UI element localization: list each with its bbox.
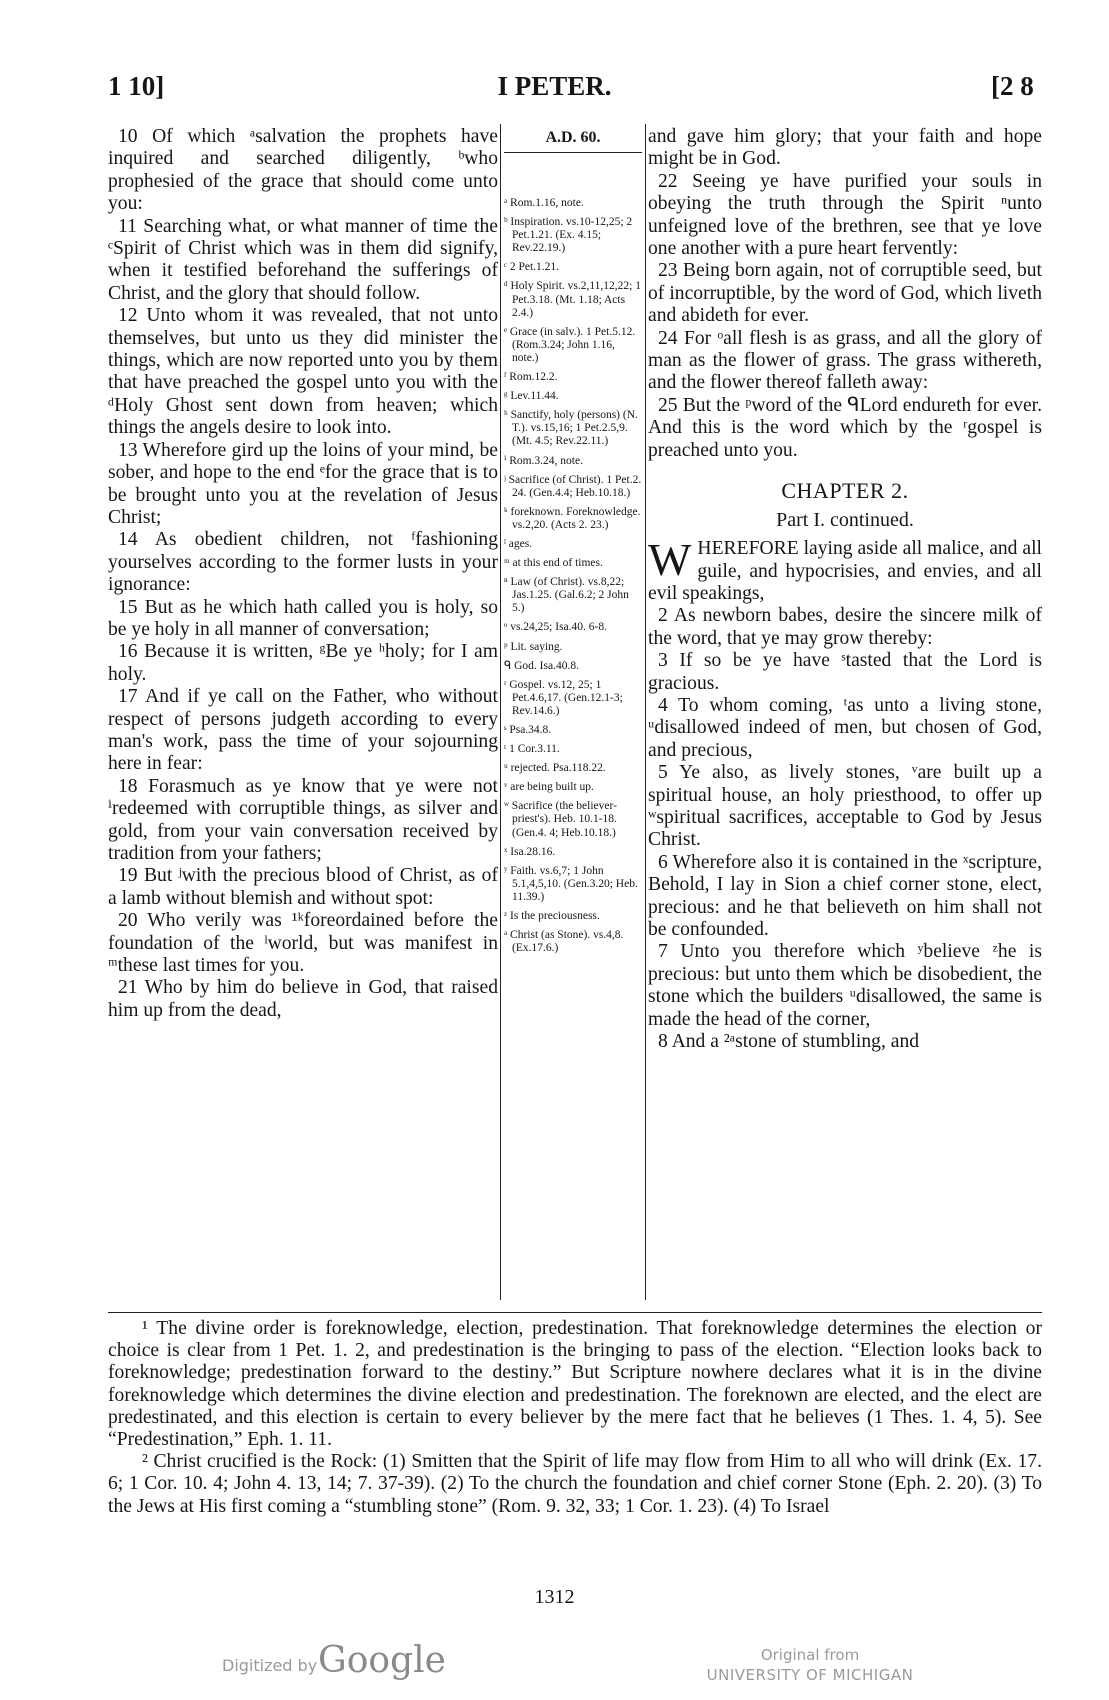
university-name: UNIVERSITY OF MICHIGAN (706, 1666, 914, 1684)
reference-s: ˢ Psa.34.8. (504, 724, 552, 736)
reference-d: ᵈ Holy Spirit. vs.2,11,12,22; 1 Pet.3.18. (Mt. 1.18; Acts 2.4.) (504, 280, 642, 319)
reference-a: ᵃ Rom.1.16, note. (504, 197, 584, 209)
verse-1-10: 10 Of which ᵃsalvation the prophets have inquired and searched diligently, ᵇwho prophesied of the grace that should come unto you: (108, 126, 498, 215)
header-chapter-verse-left: 1 10] (108, 71, 165, 101)
part-heading: Part I. continued. (776, 509, 914, 532)
verse-1-15: 15 But as he which hath called you is holy, so be ye holy in all manner of conversation; (108, 596, 498, 640)
verse-1-21: 21 Who by him do believe in God, that raised him up from the dead, (108, 977, 498, 1021)
original-from-text: Original from (760, 1646, 860, 1664)
cross-reference-column (504, 128, 642, 961)
drop-cap-letter: W (648, 534, 692, 586)
google-logo: Google (318, 1640, 446, 1681)
footnote-2: ² Christ crucified is the Rock: (1) Smitten that the Spirit of life may flow from Him to all who will drink (Ex. 17. 6; 1 Cor. 10. 4; John 4. 13, 14; 7. 37-39). (2) To the church the foundation and chief corner Stone (Eph. 2. 20). (3) To the Jews at His first coming a “stumbling stone” (Rom. 9. 32, 33; 1 Cor. 1. 23). (4) To Israel (108, 1451, 1042, 1517)
reference-v: ᵛ are being built up. (504, 781, 594, 794)
reference-k: ᵏ foreknown. Foreknowledge. vs.2,20. (Acts 2. 23.) (504, 505, 641, 531)
reference-t: ᵗ 1 Cor.3.11. (504, 743, 560, 756)
verse-1-17: 17 And if ye call on the Father, who without respect of persons judgeth according to every man's work, pass the time of your sojourning here in fear: (108, 686, 498, 775)
column-divider-left (500, 124, 501, 1300)
reference-u: ᵘ rejected. Psa.118.22. (504, 762, 606, 775)
column-divider-right (645, 124, 646, 1300)
reference-o: ᵒ vs.24,25; Isa.40. 6-8. (504, 621, 607, 634)
reference-f: ᶠ Rom.12.2. (504, 371, 558, 384)
verse-1-22: 22 Seeing ye have purified your souls in obeying the truth through the Spirit ⁿunto unfeigned love of the brethren, see that ye love one another with a pure heart fervently: (648, 170, 1042, 260)
reference-g: ᵍ Lev.11.44. (504, 390, 559, 403)
reference-y: ʸ Faith. vs.6,7; 1 John 5.1,4,5,10. (Gen.3.20; Heb. 11.39.) (504, 864, 638, 903)
reference-a2: ᵃ Christ (as Stone). vs.4,8. (Ex.17.6.) (504, 929, 624, 955)
reference-e: ᵉ Grace (in salv.). 1 Pet.5.12. (Rom.3.24; John 1.16, note.) (504, 325, 636, 364)
reference-b: ᵇ Inspiration. vs.10-12,25; 2 Pet.1.21. (Ex. 4.15; Rev.22.19.) (504, 216, 633, 255)
reference-n: ⁿ Law (of Christ). vs.8,22; Jas.1.25. (Gal.6.2; 2 John 5.) (504, 576, 629, 615)
reference-p: ᵖ Lit. saying. (504, 640, 563, 653)
verse-2-7: 7 Unto you therefore which ʸbelieve ᶻhe is precious: but unto them which be disobedient, the stone which the builders ᵘdisallowed, the same is made the head of the corner, (648, 941, 1042, 1030)
verse-1-12: 12 Unto whom it was revealed, that not unto themselves, but unto us they did minister the things, which are now reported unto you by them that have preached the gospel unto you with the ᵈHoly Ghost sent down from heaven; which things the angels desire to look into. (108, 305, 498, 439)
chapter-heading: CHAPTER 2. (781, 478, 909, 504)
right-text-column (648, 126, 1042, 1053)
reference-r: ʳ Gospel. vs.12, 25; 1 Pet.4.6,17. (Gen.12.1-3; Rev.14.6.) (504, 678, 623, 717)
verse-2-5: 5 Ye also, as lively stones, ᵛare built up a spiritual house, an holy priesthood, to offer up ʷspiritual sacrifices, acceptable to God by Jesus Christ. (648, 762, 1042, 851)
page-number: 1312 (534, 1586, 575, 1608)
verse-1-24: 24 For ᵒall flesh is as grass, and all the glory of man as the flower of grass. The grass withereth, and the flower thereof falleth away: (648, 327, 1042, 394)
reference-w: ʷ Sacrifice (the believer-priest's). Heb. 10.1-18. (Gen.4. 4; Heb.10.18.) (504, 800, 617, 839)
reference-l: ˡ ages. (504, 537, 533, 550)
footnote-1: ¹ The divine order is foreknowledge, election, predestination. That foreknowledge determines the election or choice is clear from 1 Pet. 1. 2, and predestination is the bringing to pass of the election. “Election looks back to foreknowledge; predestination forward to the destiny.” But Scripture nowhere declares what it is in the divine foreknowledge which determines the divine election and predestination. The foreknown are elected, and the elect are predestinated, and this election is certain to every believer by the mere fact that he believes (1 Thes. 1. 4, 5). See “Predestination,” Eph. 1. 11. (108, 1318, 1042, 1451)
reference-j: ʲ Sacrifice (of Christ). 1 Pet.2. 24. (Gen.4.4; Heb.10.18.) (504, 473, 642, 499)
footnote-divider (108, 1312, 1042, 1313)
verse-1-14: 14 As obedient children, not ᶠfashioning yourselves according to the former lusts in your ignorance: (108, 529, 498, 596)
reference-q: ᑫ God. Isa.40.8. (504, 659, 579, 672)
reference-x: ˣ Isa.28.16. (504, 845, 556, 858)
verse-2-6: 6 Wherefore also it is contained in the ˣscripture, Behold, I lay in Sion a chief corner stone, elect, precious: and he that believeth on him shall not be confounded. (648, 851, 1042, 940)
verse-1-11: 11 Searching what, or what manner of time the ᶜSpirit of Christ which was in them did signify, when it testified beforehand the sufferings of Christ, and the glory that should follow. (108, 215, 498, 304)
reference-c: ᶜ 2 Pet.1.21. (504, 261, 560, 274)
verse-2-3: 3 If so be ye have ˢtasted that the Lord is gracious. (648, 650, 1042, 694)
reference-i: ⁱ Rom.3.24, note. (504, 454, 583, 467)
left-text-column (108, 126, 498, 1022)
reference-m: ᵐ at this end of times. (504, 557, 603, 570)
date-heading: A.D. 60. (504, 128, 642, 153)
verse-2-4: 4 To whom coming, ᵗas unto a living stone, ᵘdisallowed indeed of men, but chosen of God, and precious, (648, 694, 1042, 761)
verse-2-1 (648, 534, 1042, 605)
verse-1-25: 25 But the ᵖword of the ᑫLord endureth for ever. And this is the word which by the ʳgospel is preached unto you. (648, 394, 1042, 461)
verse-2-1-text: HEREFORE laying aside all malice, and all guile, and hypocrisies, and envies, and all evil speakings, (648, 538, 1042, 604)
digitized-by-text: Digitized by (222, 1656, 318, 1675)
reference-h: ʰ Sanctify, holy (persons) (N. T.). vs.15,16; 1 Pet.2.5,9. (Mt. 4.5; Rev.22.11.) (504, 409, 638, 448)
header-chapter-verse-right: [2 8 (991, 71, 1034, 101)
page-title: I PETER. (497, 71, 612, 101)
footnotes (108, 1318, 1042, 1518)
verse-2-2: 2 As newborn babes, desire the sincere milk of the word, that ye may grow thereby: (648, 605, 1042, 649)
verse-1-16: 16 Because it is written, ᵍBe ye ʰholy; for I am holy. (108, 641, 498, 685)
verse-1-13: 13 Wherefore gird up the loins of your mind, be sober, and hope to the end ᵉfor the grace that is to be brought unto you at the revelation of Jesus Christ; (108, 439, 498, 528)
verse-1-23: 23 Being born again, not of corruptible seed, but of incorruptible, by the word of God, which liveth and abideth for ever. (648, 260, 1042, 327)
verse-1-18: 18 Forasmuch as ye know that ye were not ⁱredeemed with corruptible things, as silver and gold, from your vain conversation received by tradition from your fathers; (108, 775, 498, 864)
verse-1-21-cont: and gave him glory; that your faith and hope might be in God. (648, 126, 1042, 170)
verse-1-19: 19 But ʲwith the precious blood of Christ, as of a lamb without blemish and without spot: (108, 865, 498, 909)
reference-z: ᶻ Is the preciousness. (504, 910, 600, 923)
verse-2-8: 8 And a ²ᵃstone of stumbling, and (658, 1031, 920, 1053)
verse-1-20: 20 Who verily was ¹ᵏforeordained before the foundation of the ˡworld, but was manifest in ᵐthese last times for you. (108, 910, 498, 977)
